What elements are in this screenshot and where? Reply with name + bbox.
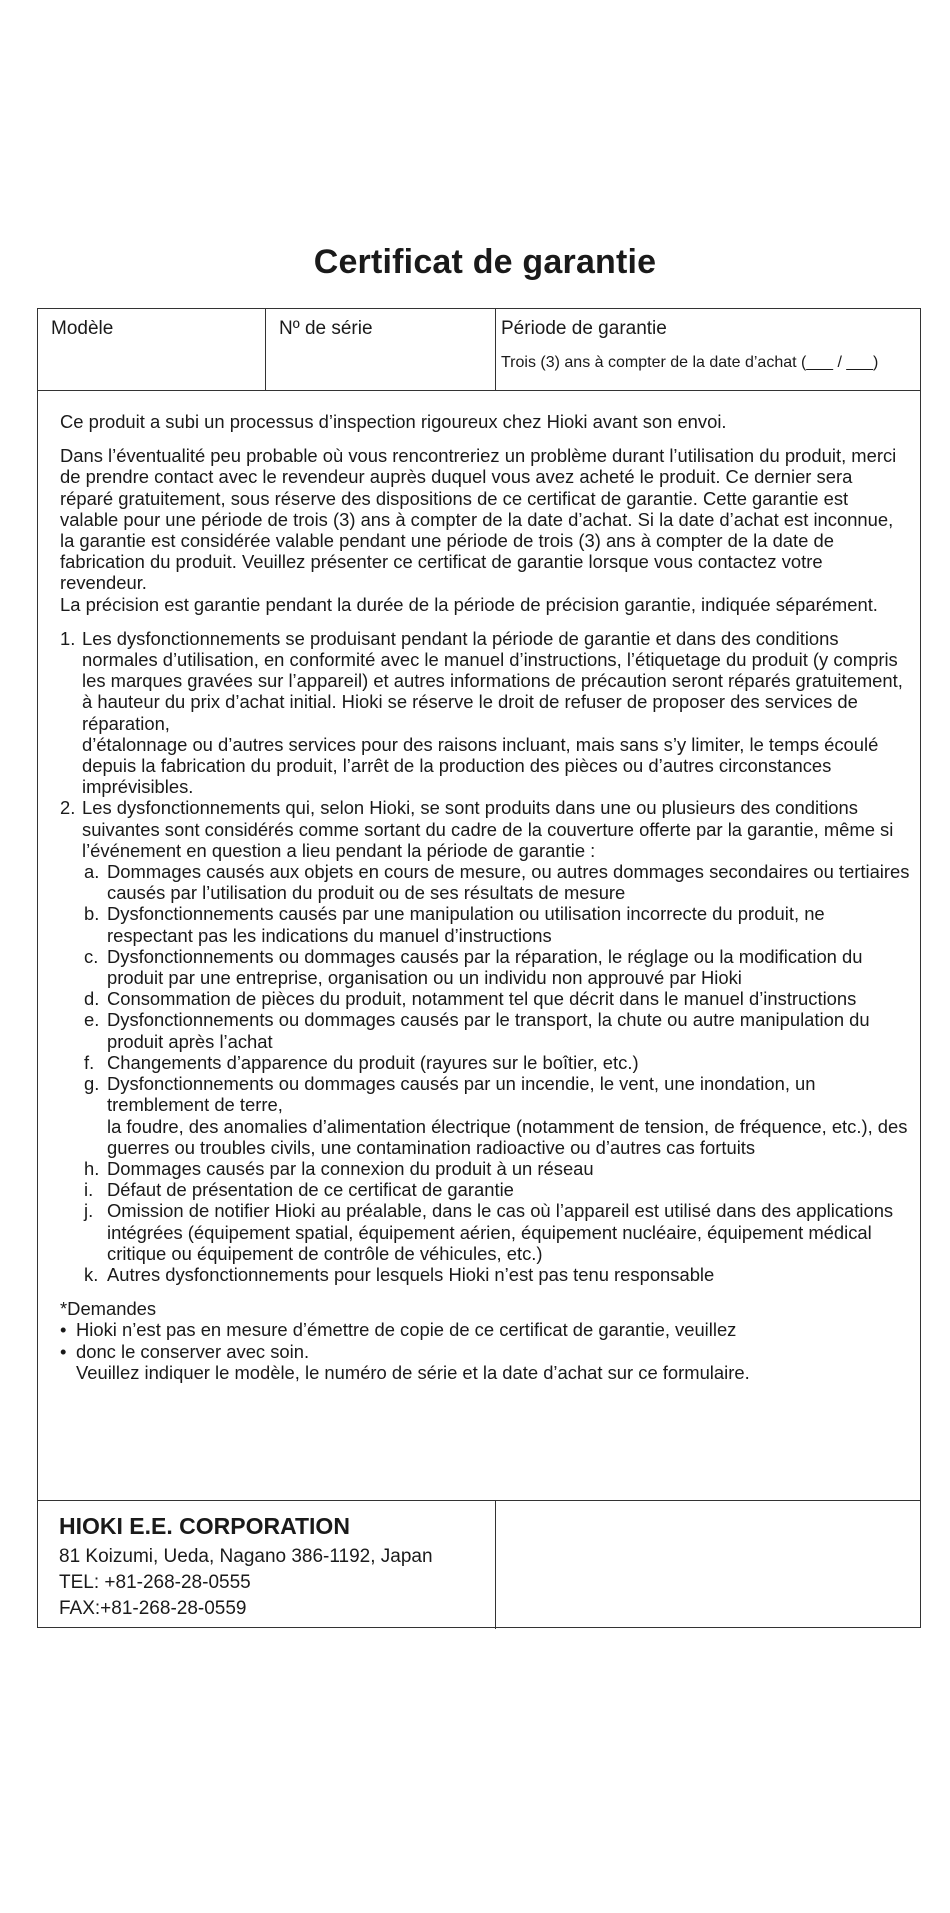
exclusion-item <box>82 1200 910 1264</box>
warranty-card <box>37 308 921 1628</box>
model-cell <box>38 309 266 390</box>
exclusion-text: Dommages causés par la connexion du produit à un réseau <box>107 1157 594 1179</box>
exclusion-text: Défaut de présentation de ce certificat de garantie <box>107 1179 514 1201</box>
intro-paragraph: Dans l’éventualité peu probable où vous rencontreriez un problème durant l’utilisation du produit, merci de prendre contact avec le revendeur auprès duquel vous avez acheté le produit. Ce dernier sera réparé gratuitement, sous réserve des dispositions de ce certificat de garantie. Cette garantie est valable pour une période de trois (3) ans à compter de la date d’achat. Si la date d’achat est inconnue, la garantie est considérée valable pendant une période de trois (3) ans à compter de la date de fabrication du produit. Veuillez présenter ce certificat de garantie lorsque vous contactez votre revendeur. <box>60 445 897 594</box>
period-cell <box>496 309 922 390</box>
clause-item <box>60 628 910 798</box>
exclusion-letter: i. <box>84 1179 94 1201</box>
company-fax: FAX:+81-268-28-0559 <box>59 1598 247 1619</box>
company-tel: TEL: +81-268-28-0555 <box>59 1572 251 1593</box>
exclusion-text: Dysfonctionnements ou dommages causés par un incendie, le vent, une inondation, un tremblement de terre, <box>107 1073 816 1116</box>
exclusion-letter: h. <box>84 1157 100 1179</box>
header-row <box>38 309 920 391</box>
page-title: Certificat de garantie <box>313 243 657 281</box>
exclusion-item <box>82 1073 910 1158</box>
exclusion-list <box>82 861 910 1285</box>
exclusion-text: Omission de notifier Hioki au préalable, dans le cas où l’appareil est utilisé dans des applications intégrées (équipement spatial, équipement aérien, équipement nucléaire, équipement médical critique ou équipement de contrôle de véhicules, etc.) <box>107 1200 894 1264</box>
exclusion-item <box>82 903 910 945</box>
exclusion-item <box>82 1009 910 1051</box>
clause-line: les marques gravées sur l’appareil) et autres informations de précaution seront réparés gratuitement, à hauteur du prix d’achat initial. Hioki se réserve le droit de refuser de proposer des services de réparation, <box>82 670 903 734</box>
footer-row <box>38 1500 920 1629</box>
exclusion-text: Consommation de pièces du produit, notamment tel que décrit dans le manuel d’instructions <box>107 988 857 1010</box>
clause-line: Les dysfonctionnements se produisant pendant la période de garantie et dans des conditions normales d’utilisation, en conformité avec le manuel d’instructions, l’étiquetage du produit (y compris <box>82 627 898 671</box>
exclusion-item <box>82 946 910 988</box>
period-detail: Trois (3) ans à compter de la date d’achat (___ / ___) <box>501 354 879 371</box>
exclusion-letter: c. <box>84 945 99 967</box>
requests-heading: *Demandes <box>60 1298 157 1320</box>
exclusion-letter: b. <box>84 903 100 925</box>
requests-bullet: • Hioki n’est pas en mesure d’émettre de copie de ce certificat de garantie, veuillez <box>60 1319 737 1341</box>
clause-line: d’étalonnage ou d’autres services pour des raisons incluant, mais sans s’y limiter, le temps écoulé depuis la fabrication du produit, l’arrêt de la production des pièces ou d’autres circonstances imprévisibles. <box>82 733 879 798</box>
bullet-icon: • <box>60 1340 67 1362</box>
exclusion-letter: j. <box>84 1200 94 1222</box>
exclusion-letter: g. <box>84 1073 100 1095</box>
exclusion-letter: d. <box>84 988 100 1010</box>
clause-item <box>60 797 910 1285</box>
serial-label: Nº de série <box>279 318 373 339</box>
exclusion-text: la foudre, des anomalies d’alimentation électrique (notamment de tension, de fréquence, etc.), des guerres ou troubles civils, une contamination radioactive ou d’autres cas fortuits <box>107 1115 908 1158</box>
requests-section <box>60 1298 910 1383</box>
requests-bullet: • donc le conserver avec soin. <box>60 1340 310 1362</box>
exclusion-item <box>82 1052 910 1073</box>
exclusion-item <box>82 1158 910 1179</box>
intro-paragraph: La précision est garantie pendant la durée de la période de précision garantie, indiquée séparément. <box>60 593 878 615</box>
bullet-icon: • <box>60 1319 67 1341</box>
exclusion-item <box>82 861 910 903</box>
exclusion-item <box>82 1179 910 1200</box>
model-label: Modèle <box>51 318 114 339</box>
exclusion-text: Dysfonctionnements ou dommages causés par la réparation, le réglage ou la modification du produit par une entreprise, organisation ou un individu non approuvé par Hioki <box>107 945 863 989</box>
exclusion-letter: k. <box>84 1263 99 1285</box>
exclusion-text: Autres dysfonctionnements pour lesquels Hioki n’est pas tenu responsable <box>107 1263 715 1285</box>
exclusion-text: Dysfonctionnements causés par une manipulation ou utilisation incorrecte du produit, ne respectant pas les indications du manuel d’instructions <box>107 903 825 946</box>
exclusion-text: Dommages causés aux objets en cours de mesure, ou autres dommages secondaires ou tertiaires causés par l’utilisation du produit ou de ses résultats de mesure <box>107 861 910 904</box>
exclusion-text: Changements d’apparence du produit (rayures sur le boîtier, etc.) <box>107 1051 639 1073</box>
company-address: 81 Koizumi, Ueda, Nagano 386-1192, Japan <box>59 1546 433 1567</box>
requests-note: Veuillez indiquer le modèle, le numéro de série et la date d’achat sur ce formulaire. <box>76 1361 750 1383</box>
warranty-body <box>60 411 910 1383</box>
exclusion-letter: a. <box>84 861 100 883</box>
period-label: Période de garantie <box>501 318 667 339</box>
clause-number: 2. <box>60 797 76 819</box>
clause-line: Les dysfonctionnements qui, selon Hioki, se sont produits dans une ou plusieurs des conditions suivantes sont considérés comme sortant du cadre de la couverture offerte par la garantie, même si l’événement en question a lieu pendant la période de garantie : <box>82 797 894 861</box>
company-cell <box>38 1501 496 1629</box>
serial-cell <box>266 309 496 390</box>
exclusion-text: Dysfonctionnements ou dommages causés par le transport, la chute ou autre manipulation du produit après l’achat <box>107 1009 870 1052</box>
exclusion-item <box>82 988 910 1009</box>
intro-paragraph: Ce produit a subi un processus d’inspection rigoureux chez Hioki avant son envoi. <box>60 411 727 432</box>
exclusion-letter: e. <box>84 1009 100 1031</box>
clause-list <box>60 628 910 1285</box>
clause-number: 1. <box>60 627 76 649</box>
company-name: HIOKI E.E. CORPORATION <box>59 1513 350 1539</box>
exclusion-letter: f. <box>84 1051 95 1073</box>
exclusion-item <box>82 1264 910 1285</box>
